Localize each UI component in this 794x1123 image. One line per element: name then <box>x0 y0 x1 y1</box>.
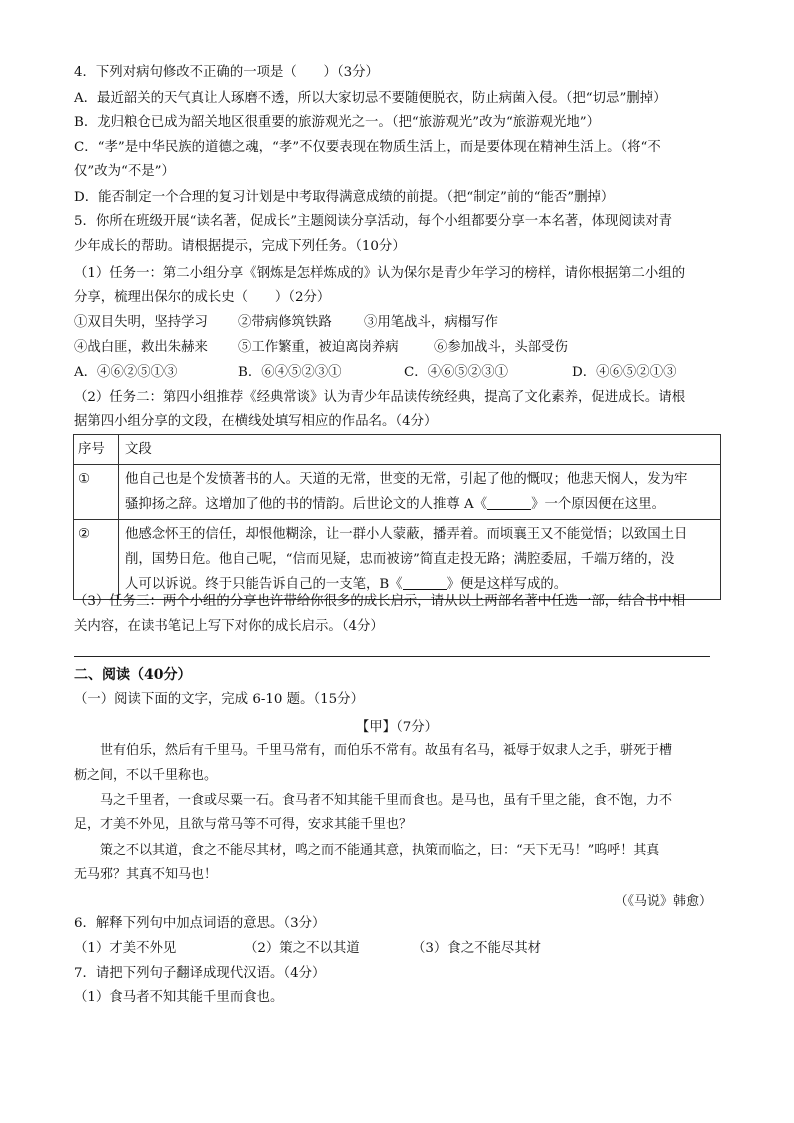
table-cell-text <box>119 465 721 520</box>
answer-blank-b[interactable] <box>403 575 447 590</box>
table-cell-no: ② <box>74 520 119 600</box>
q5-task1: （1）任务一：第二小组分享《钢炼是怎样炼成的》认为保尔是青少年学习的榜样，请你根据第二小组的 <box>74 266 686 281</box>
q4-option-b: B．龙归粮仓已成为韶关地区很重要的旅游观光之一。（把“旅游观光”改为“旅游观光地”） <box>74 115 600 130</box>
classical-para2-cont: 足，才美不外见，且欲与常马等不可得，安求其能千里也？ <box>74 817 413 832</box>
passage-line: 削，国势日危。他自己呢，“信而见疑，忠而被谤”简直走投无路；满腔委屈，千端万绪的，没 <box>125 552 675 567</box>
q6-item: （1）才美不外见 <box>74 941 177 956</box>
q5-items-row2 <box>74 338 568 358</box>
q5-item: ①双目失明，坚持学习 <box>74 315 208 330</box>
passage-text: 》一个原因便在这里。 <box>531 497 665 512</box>
q7-item1: （1）食马者不知其能千里而食也。 <box>74 990 284 1005</box>
passage-jia-title: 【甲】（7分） <box>355 720 439 735</box>
q5-stem: 5．你所在班级开展“读名著，促成长”主题阅读分享活动，每个小组都要分享一本名著，体现阅读对青 <box>74 214 673 229</box>
passage-line: 他自己也是个发愤著书的人。天道的无常，世变的无常，引起了他的慨叹；他悲天悯人，发为牢 <box>125 472 688 487</box>
table-header-no: 序号 <box>74 435 119 465</box>
table-header-text: 文段 <box>119 435 721 465</box>
q4-option-c: C．“孝”是中华民族的道德之魂，“孝”不仅要表现在物质生活上，而是要体现在精神生活上。（将“不 <box>74 140 661 155</box>
passage-text: 骚抑扬之辞。这增加了他的书的情韵。后世论文的人推尊 A《 <box>125 497 488 512</box>
q5-task1-cont: 分享，梳理出保尔的成长史（ ）（2分） <box>74 290 331 305</box>
q5-choice-d: D．④⑥⑤②①③ <box>572 365 677 380</box>
q4-stem: 4．下列对病句修改不正确的一项是（ ）（3分） <box>74 65 379 80</box>
passage-text: 》便是这样写成的。 <box>446 577 568 592</box>
q5-task2: （2）任务二：第四小组推荐《经典常谈》认为青少年品读传统经典，提高了文化素养，促进成长。请根 <box>74 390 686 405</box>
classical-para3-cont: 无马邪？其真不知马也！ <box>74 867 218 882</box>
q5-item: ⑤工作繁重，被迫离岗养病 <box>238 340 399 355</box>
classical-para1-cont: 枥之间，不以千里称也。 <box>74 768 218 783</box>
q5-choices <box>74 363 676 383</box>
q5-choice-a: A．④⑥②⑤①③ <box>74 365 178 380</box>
classical-para2: 马之千里者，一食或尽粟一石。食马者不知其能千里而食也。是马也，虽有千里之能，食不饱，力不 <box>100 793 673 808</box>
passage-table <box>73 434 721 600</box>
passage-text: 人可以诉说。终于只能告诉自己的一支笔，B《 <box>125 577 403 592</box>
q5-item: ⑥参加战斗，头部受伤 <box>434 340 568 355</box>
q5-choice-b: B．⑥④⑤②③① <box>238 365 342 380</box>
q5-choice-c: C．④⑥⑤②③① <box>404 365 508 380</box>
classical-para1: 世有伯乐，然后有千里马。千里马常有，而伯乐不常有。故虽有名马，祗辱于奴隶人之手，骈死于槽 <box>100 743 673 758</box>
classical-para3: 策之不以其道，食之不能尽其材，鸣之而不能通其意，执策而临之，曰：“天下无马！”呜呼！其真 <box>100 843 660 858</box>
reading-part1-intro: （一）阅读下面的文字，完成 6-10 题。（15分） <box>74 692 364 707</box>
q7-stem: 7．请把下列句子翻译成现代汉语。（4分） <box>74 966 326 981</box>
q5-item: ③用笔战斗，病榻写作 <box>364 315 498 330</box>
q4-option-a: A．最近韶关的天气真让人琢磨不透，所以大家切忌不要随便脱衣，防止病菌入侵。（把“切忌”删掉） <box>74 91 667 106</box>
table-cell-no: ① <box>74 465 119 520</box>
table-row <box>74 520 721 600</box>
q5-task2-cont: 据第四小组分享的文段，在横线处填写相应的作品名。（4分） <box>74 414 438 429</box>
table-cell-text <box>119 520 721 600</box>
table-header-row <box>74 435 721 465</box>
q4-option-c-cont: 仅”改为“不是”） <box>74 164 175 179</box>
q5-items-row1 <box>74 313 498 333</box>
q5-item: ④战白匪，救出朱赫来 <box>74 340 208 355</box>
q5-item: ②带病修筑铁路 <box>238 315 332 330</box>
table-row <box>74 465 721 520</box>
passage-source: （《马说》韩愈） <box>614 894 712 909</box>
section-divider <box>74 656 710 657</box>
q5-task3: （3）任务三：两个小组的分享也许带给你很多的成长启示，请从以上两部名著中任选一部，结合书中相 <box>74 594 686 609</box>
passage-line <box>125 492 714 517</box>
q6-items <box>74 939 541 959</box>
answer-blank-a[interactable] <box>487 495 531 510</box>
section-title: 二、阅读（40分） <box>74 667 192 683</box>
q6-stem: 6．解释下列句中加点词语的意思。（3分） <box>74 916 326 931</box>
passage-line: 他感念怀王的信任，却恨他糊涂，让一群小人蒙蔽，播弄着。而顷襄王又不能觉悟；以致国土日 <box>125 527 688 542</box>
q6-item: （3）食之不能尽其材 <box>412 941 542 956</box>
q6-item: （2）策之不以其道 <box>244 941 360 956</box>
q5-stem-cont: 少年成长的帮助。请根据提示，完成下列任务。（10分） <box>74 239 406 254</box>
q5-task3-cont: 关内容，在读书笔记上写下对你的成长启示。（4分） <box>74 619 384 634</box>
q4-option-d: D．能否制定一个合理的复习计划是中考取得满意成绩的前提。（把“制定”前的“能否”删掉） <box>74 190 615 205</box>
